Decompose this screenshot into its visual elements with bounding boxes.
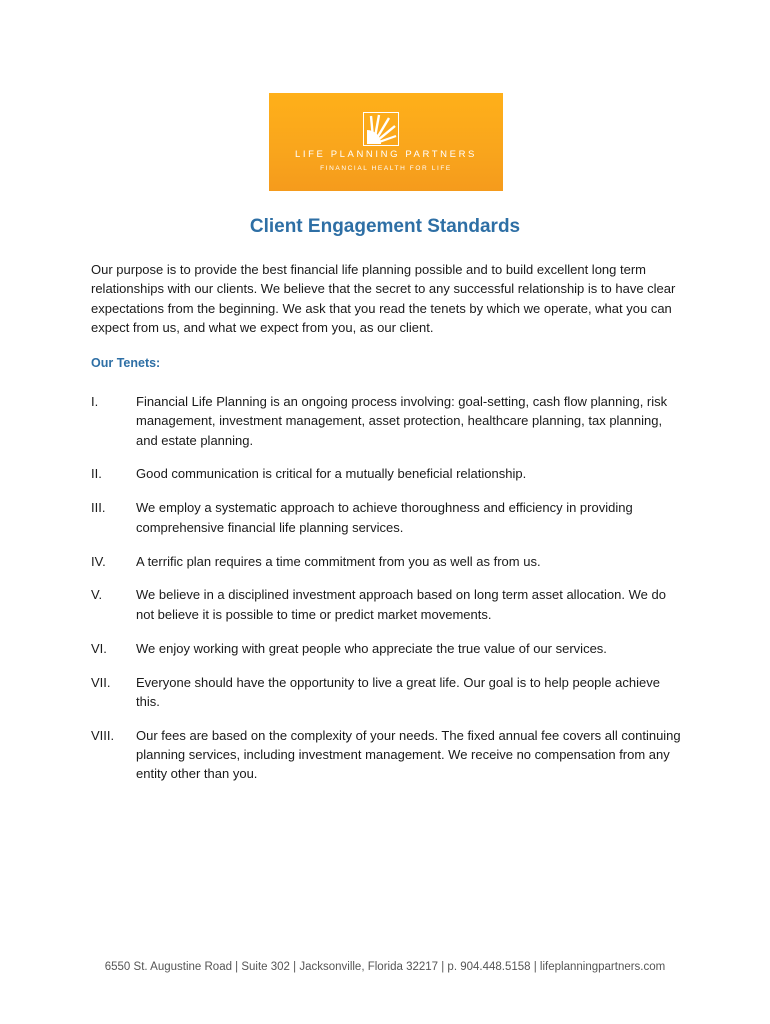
tenet-text: We enjoy working with great people who appreciate the true value of our services. [136,640,607,656]
tenet-text: Our fees are based on the complexity of your needs. The fixed annual fee covers all continuing planning services, including investment management. We receive no compensation from any entity other than you. [136,727,681,782]
tenet-item [91,726,681,784]
tenet-item [91,639,681,658]
company-logo [269,93,503,191]
tenet-item [91,585,681,624]
tenet-item [91,392,681,450]
tenet-text: We employ a systematic approach to achieve thoroughness and efficiency in providing comprehensive financial life planning services. [136,500,633,535]
tenet-item [91,498,681,537]
intro-paragraph: Our purpose is to provide the best financial life planning possible and to build excellent long term relationships with our clients. We believe that the secret to any successful relationship is to have clear expectations from the beginning. We ask that you read the tenets by which we operate, what you can expect from us, and what we expect from you, as our client. [91,262,676,335]
tenet-item [91,464,681,483]
tenet-number: VII. [91,674,111,690]
tenet-text: Good communication is critical for a mutually beneficial relationship. [136,466,527,482]
tenet-number: I. [91,394,99,409]
sunburst-logo-icon [363,112,399,146]
tenets-heading: Our Tenets: [91,356,161,370]
tenet-text: We believe in a disciplined investment approach based on long term asset allocation. We do not believe it is possible to time or predict market movements. [136,587,666,622]
tenet-number: IV. [91,553,106,569]
footer-contact-info: 6550 St. Augustine Road | Suite 302 | Jacksonville, Florida 32217 | p. 904.448.5158 | lifeplanningpartners.com [104,961,666,973]
tenet-number: VIII. [91,727,115,743]
tenet-number: V. [91,587,103,603]
tenet-number: II. [91,466,102,482]
tenet-item [91,552,681,571]
tenet-text: A terrific plan requires a time commitment from you as well as from us. [136,553,541,569]
tenet-text: Everyone should have the opportunity to live a great life. Our goal is to help people achieve this. [136,674,660,709]
page-title: Client Engagement Standards [249,216,521,237]
logo-tagline: FINANCIAL HEALTH FOR LIFE [320,165,452,172]
tenet-number: III. [91,500,106,516]
tenet-number: VI. [91,640,107,656]
tenet-text: Financial Life Planning is an ongoing process involving: goal-setting, cash flow planning, risk management, investment management, asset protection, healthcare planning, tax planning, and estate planning. [136,394,668,448]
tenets-list [91,392,681,798]
logo-company-name: LIFE PLANNING PARTNERS [295,149,477,160]
tenet-item [91,673,681,712]
